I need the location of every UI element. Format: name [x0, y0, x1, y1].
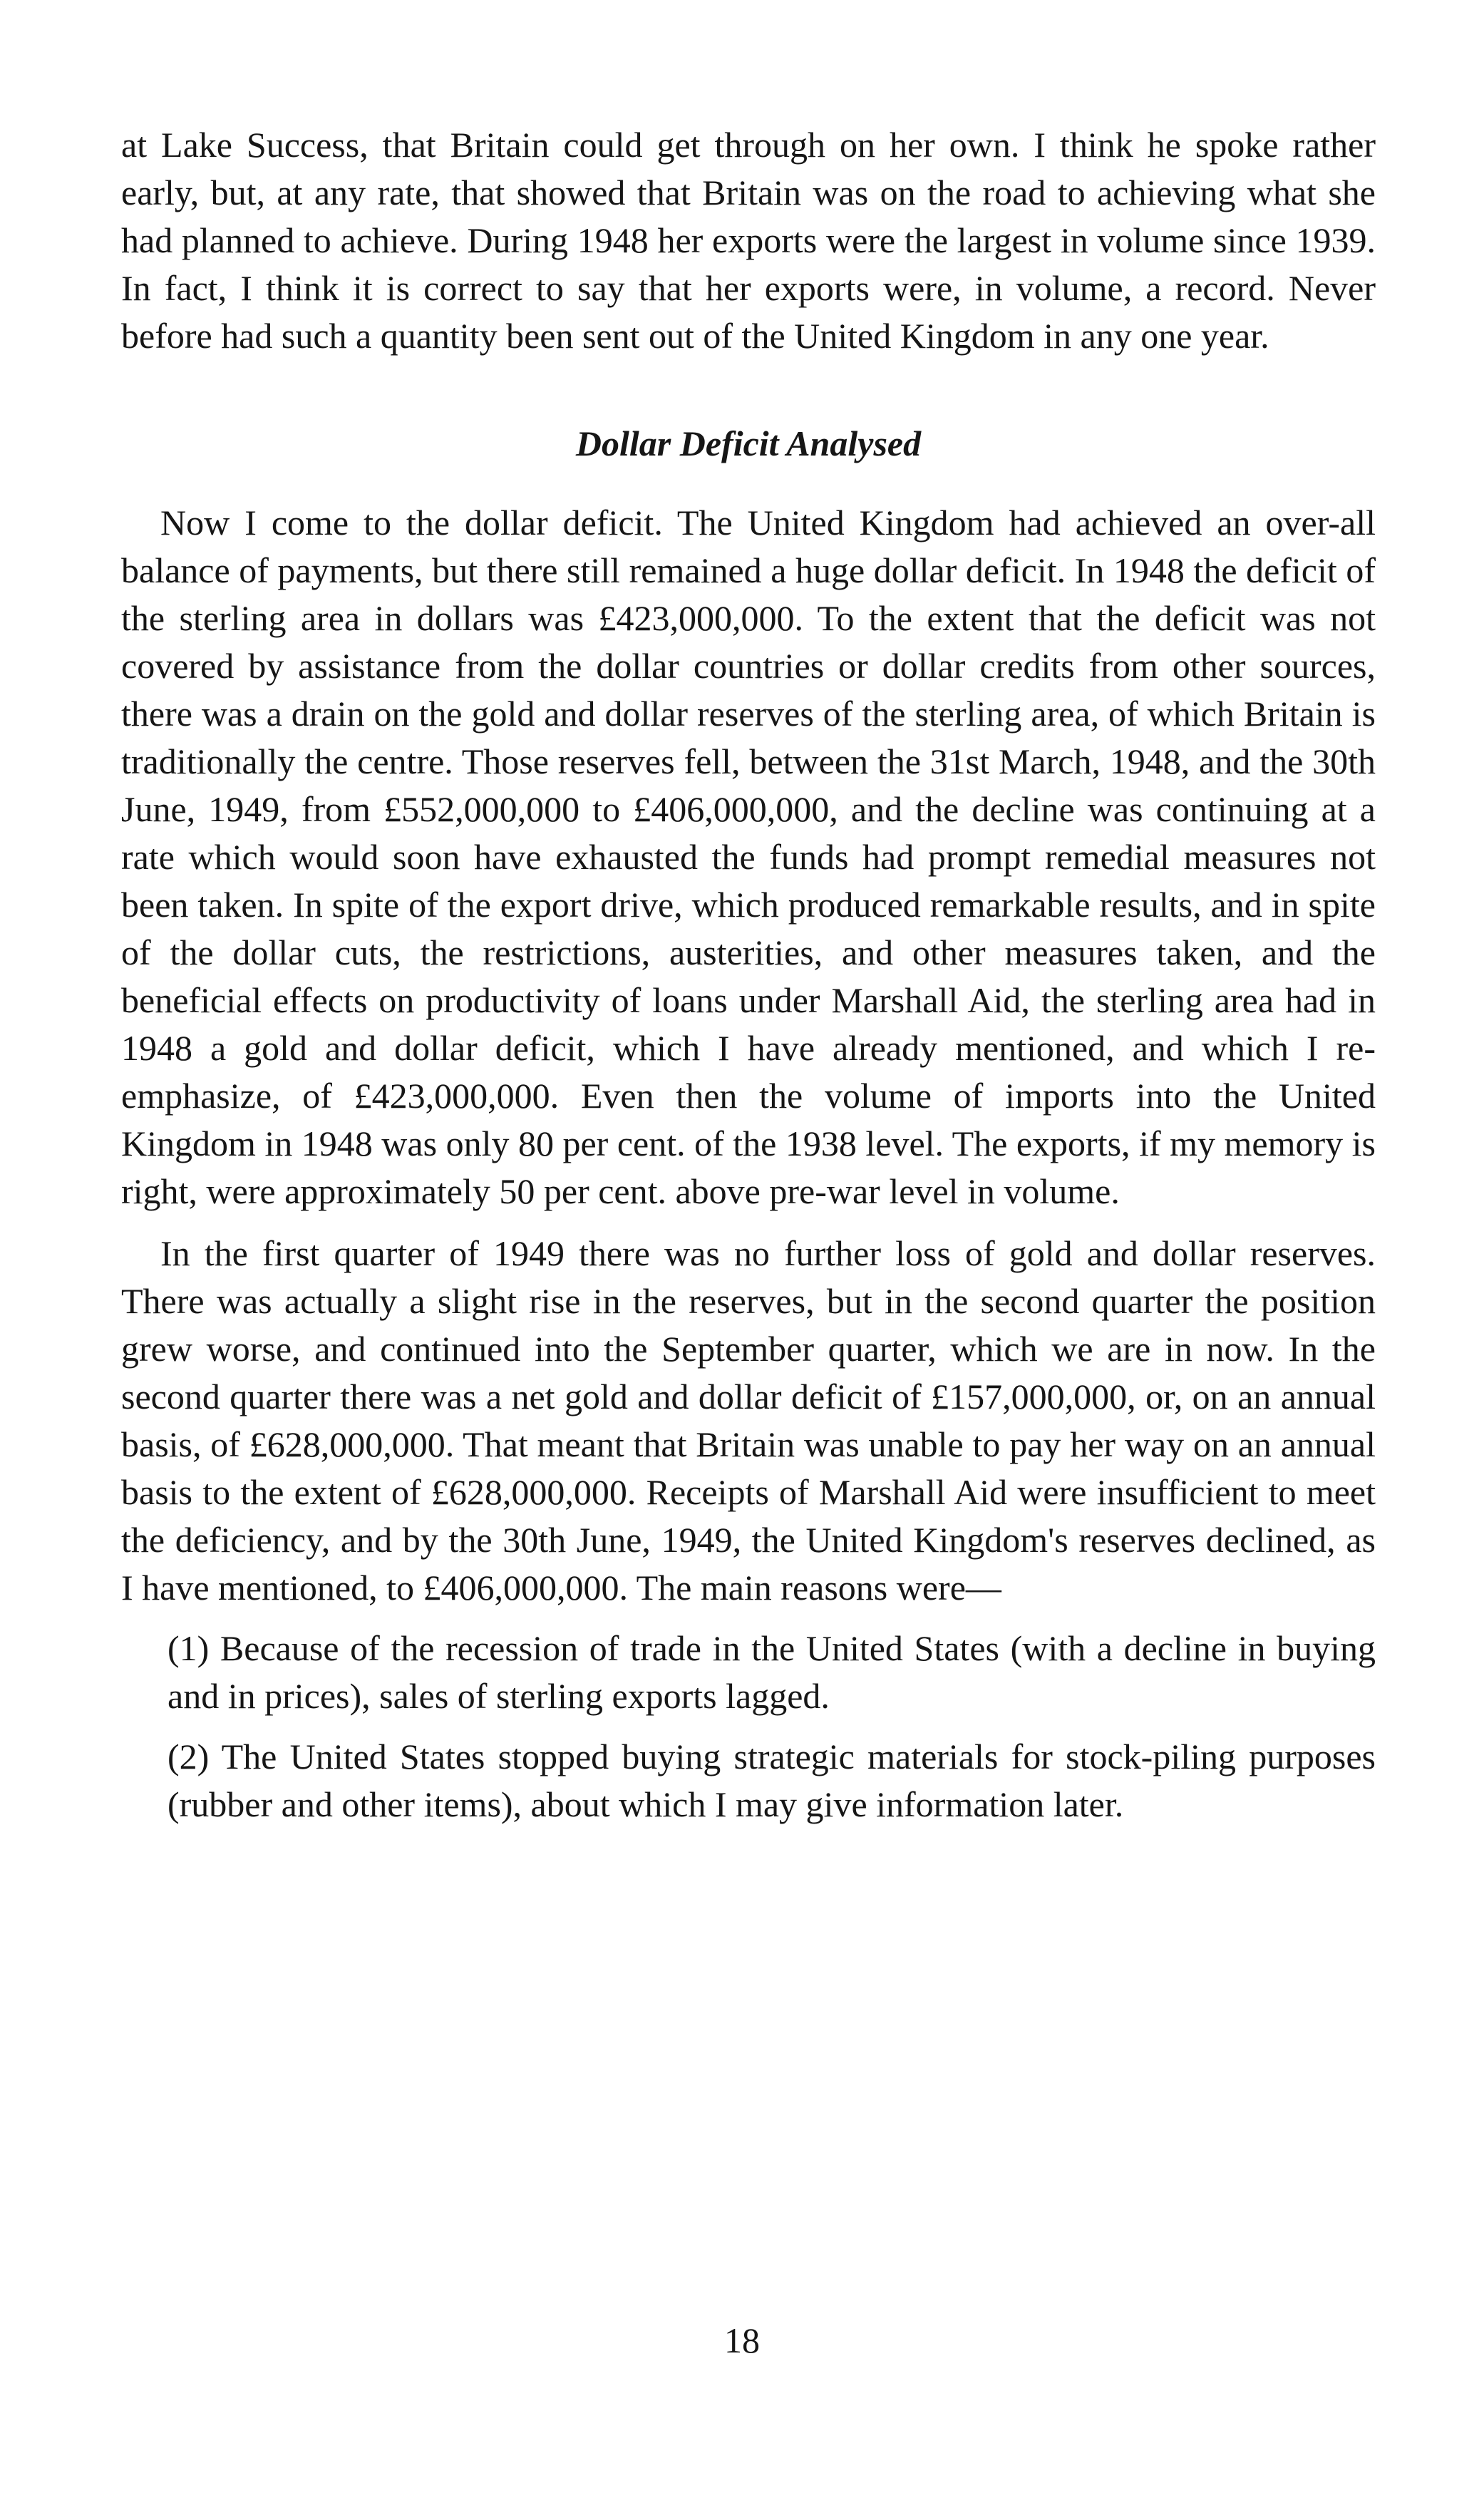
reason-item: (2) The United States stopped buying strategic materials for stock-piling purposes (rubber and other items), about which I may give information later.	[168, 1737, 1376, 1824]
document-page	[121, 121, 1376, 1829]
paragraph-dollar-deficit: Now I come to the dollar deficit. The United Kingdom had achieved an over-all balance of payments, but there still remained a huge dollar deficit. In 1948 the deficit of the sterling area in dollars was £423,000,000. To the extent that the deficit was not covered by assistance from the dollar countries or dollar credits from other sources, there was a drain on the gold and dollar reserves of the sterling area, of which Britain is traditionally the centre. Those reserves fell, between the 31st March, 1948, and the 30th June, 1949, from £552,000,000 to £406,000,000, and the decline was continuing at a rate which would soon have exhausted the funds had prompt remedial measures not been taken. In spite of the export drive, which produced remarkable results, and in spite of the dollar cuts, the restrictions, austerities, and other measures taken, and the beneficial effects on productivity of loans under Marshall Aid, the sterling area had in 1948 a gold and dollar deficit, which I have already mentioned, and which I re-emphasize, of £423,000,000. Even then the volume of imports into the United Kingdom in 1948 was only 80 per cent. of the 1938 level. The exports, if my memory is right, were approximately 50 per cent. above pre-war level in volume.	[121, 503, 1376, 1211]
paragraph-first-quarter: In the first quarter of 1949 there was no further loss of gold and dollar reserves. There was actually a slight rise in the reserves, but in the second quarter the position grew worse, and continued into the September quarter, which we are in now. In the second quarter there was a net gold and dollar deficit of £157,000,000, or, on an annual basis, of £628,000,000. That meant that Britain was unable to pay her way on an annual basis to the extent of £628,000,000. Receipts of Marshall Aid were insufficient to meet the deficiency, and by the 30th June, 1949, the United Kingdom's reserves declined, as I have mentioned, to £406,000,000. The main reasons were—	[121, 1233, 1376, 1608]
reason-item: (1) Because of the recession of trade in the United States (with a decline in buying and in prices), sales of sterling exports lagged.	[168, 1628, 1376, 1716]
page-number: 18	[724, 2320, 760, 2360]
section-heading: Dollar Deficit Analysed	[575, 423, 922, 463]
paragraph-continuation: at Lake Success, that Britain could get through on her own. I think he spoke rather early, but, at any rate, that showed that Britain was on the road to achieving what she had planned to achieve. During 1948 her exports were the largest in volume since 1939. In fact, I think it is correct to say that her exports were, in volume, a record. Never before had such a quantity been sent out of the United Kingdom in any one year.	[121, 125, 1376, 356]
